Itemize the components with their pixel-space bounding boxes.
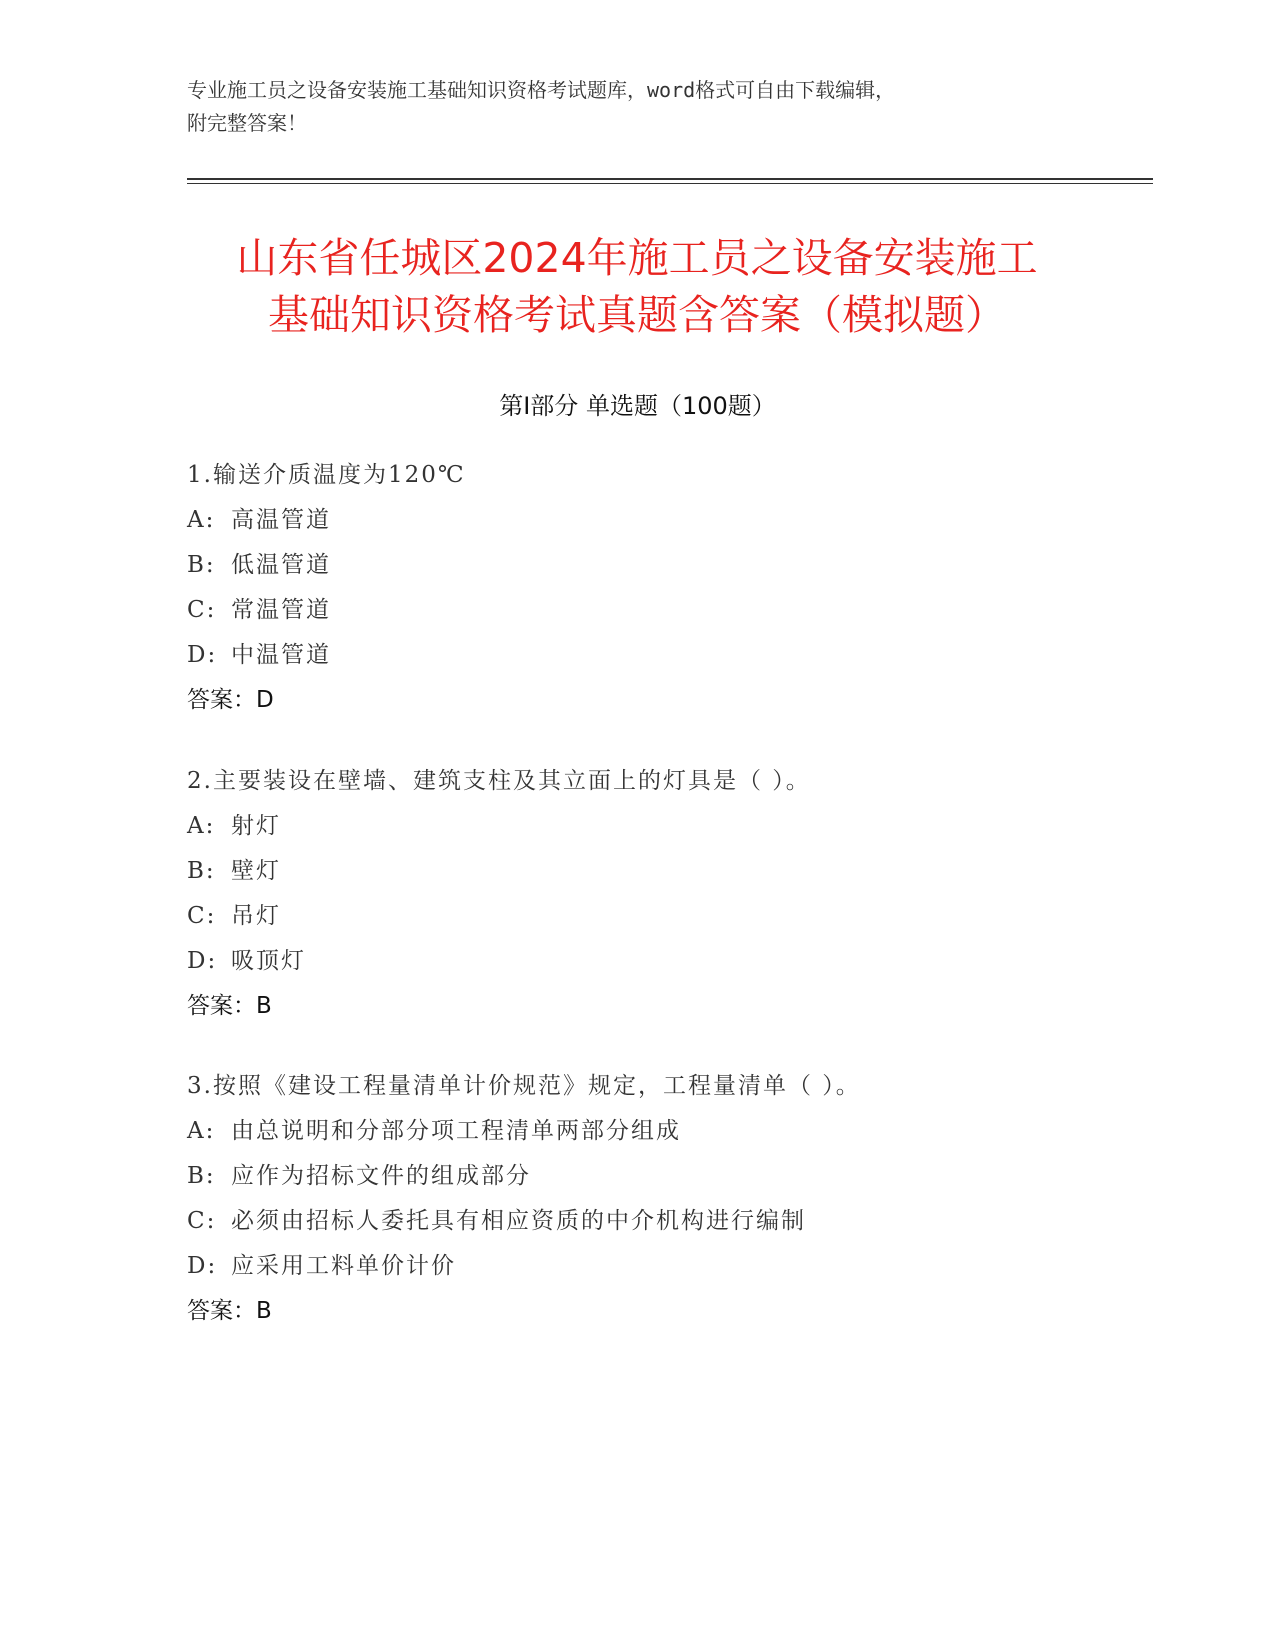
option-c xyxy=(187,894,1087,939)
option-text: 必须由招标人委托具有相应资质的中介机构进行编制 xyxy=(231,1208,806,1234)
header-note-line-2: 附完整答案！ xyxy=(187,111,307,135)
option-letter: A: xyxy=(187,507,216,533)
header-divider-thin xyxy=(187,183,1153,184)
option-text: 常温管道 xyxy=(231,597,331,623)
option-letter: A: xyxy=(187,1118,216,1144)
option-text: 壁灯 xyxy=(231,858,281,884)
section-heading: 第Ⅰ部分 单选题（100题） xyxy=(499,392,776,420)
option-text: 射灯 xyxy=(231,813,281,839)
option-text: 应作为招标文件的组成部分 xyxy=(231,1163,531,1189)
option-letter: D: xyxy=(187,1253,218,1279)
option-letter: B: xyxy=(187,858,216,884)
option-d xyxy=(187,1244,1087,1289)
option-text: 应采用工料单价计价 xyxy=(231,1253,456,1279)
question-stem: 2.主要装设在壁墙、建筑支柱及其立面上的灯具是（ ）。 xyxy=(187,768,811,794)
option-letter: A: xyxy=(187,813,216,839)
answer-line: 答案：D xyxy=(187,687,274,713)
document-title-line-2: 基础知识资格考试真题含答案（模拟题） xyxy=(268,291,1006,339)
question-1 xyxy=(187,453,1087,723)
option-letter: C: xyxy=(187,1208,217,1234)
header-note xyxy=(187,74,1087,140)
option-letter: C: xyxy=(187,903,217,929)
option-b xyxy=(187,1154,1087,1199)
option-letter: B: xyxy=(187,1163,216,1189)
question-stem: 3.按照《建设工程量清单计价规范》规定，工程量清单（ ）。 xyxy=(187,1073,861,1099)
option-text: 吊灯 xyxy=(231,903,281,929)
option-c xyxy=(187,588,1087,633)
option-letter: D: xyxy=(187,948,218,974)
option-text: 低温管道 xyxy=(231,552,331,578)
option-d xyxy=(187,633,1087,678)
option-letter: D: xyxy=(187,642,218,668)
option-letter: C: xyxy=(187,597,217,623)
option-text: 吸顶灯 xyxy=(231,948,306,974)
option-b xyxy=(187,849,1087,894)
option-d xyxy=(187,939,1087,984)
option-a xyxy=(187,498,1087,543)
document-title-line-1: 山东省任城区2024年施工员之设备安装施工 xyxy=(236,234,1038,282)
header-divider-thick xyxy=(187,178,1153,180)
option-text: 高温管道 xyxy=(231,507,331,533)
option-b xyxy=(187,543,1087,588)
option-text: 由总说明和分部分项工程清单两部分组成 xyxy=(231,1118,681,1144)
question-2 xyxy=(187,759,1087,1029)
option-a xyxy=(187,804,1087,849)
option-text: 中温管道 xyxy=(231,642,331,668)
answer-line: 答案：B xyxy=(187,1298,272,1324)
option-letter: B: xyxy=(187,552,216,578)
option-a xyxy=(187,1109,1087,1154)
answer-line: 答案：B xyxy=(187,993,272,1019)
option-c xyxy=(187,1199,1087,1244)
question-stem: 1.输送介质温度为120℃ xyxy=(187,462,466,488)
question-3 xyxy=(187,1064,1087,1334)
document-title xyxy=(187,230,1087,344)
header-note-line-1: 专业施工员之设备安装施工基础知识资格考试题库，word格式可自由下载编辑， xyxy=(187,78,896,102)
